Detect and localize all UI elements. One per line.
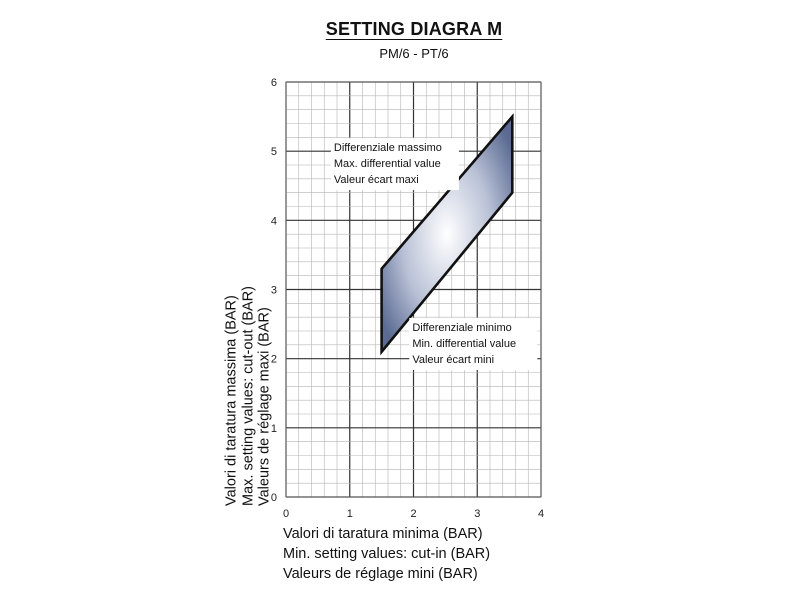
x-tick-label: 0 — [282, 508, 290, 520]
x-axis-label-en: Min. setting values: cut-in (BAR) — [283, 546, 491, 562]
annotation-text: Min. differential value — [412, 338, 517, 350]
y-tick-label: 1 — [270, 422, 277, 435]
y-axis-label-en: Max. setting values: cut-out (BAR) — [239, 286, 256, 506]
annotation-text: Valeur écart mini — [412, 354, 495, 366]
annotation-text: Valeur écart maxi — [333, 174, 419, 187]
chart-subtitle: PM/6 - PT/6 — [379, 46, 449, 61]
x-axis-label-fr: Valeurs de réglage mini (BAR) — [283, 566, 478, 582]
x-tick-label: 1 — [346, 508, 353, 520]
x-tick-label: 3 — [474, 508, 481, 520]
x-axis-label — [283, 524, 490, 584]
annotation-text: Differenziale massimo — [333, 142, 442, 155]
annotation-text: Max. differential value — [333, 158, 441, 171]
y-axis-label-it: Valori di taratura massima (BAR) — [223, 295, 240, 506]
y-tick-label: 3 — [270, 284, 277, 297]
x-tick-label: 2 — [410, 508, 417, 520]
chart-title-text: SETTING DIAGRA M — [325, 19, 503, 39]
y-axis-label-fr: Valeurs de réglage maxi (BAR) — [256, 307, 273, 506]
x-tick-label: 4 — [537, 508, 545, 520]
y-tick-label: 5 — [270, 146, 277, 159]
y-tick-label: 6 — [270, 77, 277, 89]
x-axis-label-it: Valori di taratura minima (BAR) — [283, 526, 483, 542]
annotation-text: Differenziale minimo — [412, 322, 512, 334]
y-tick-label: 2 — [270, 353, 277, 366]
y-tick-label: 4 — [270, 215, 277, 228]
y-tick-label: 0 — [270, 492, 277, 504]
y-axis-label — [223, 286, 273, 506]
